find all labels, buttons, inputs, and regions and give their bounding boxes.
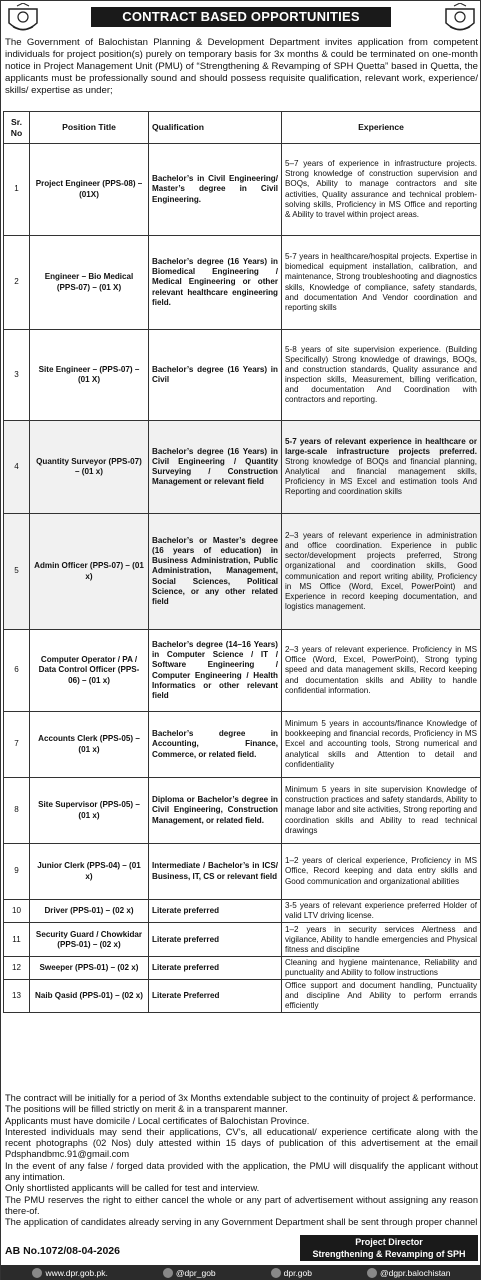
row-qualification: Bachelor’s or Master’s degree (16 years of education) in Business Administration, Public Administration, Management, Social Sciences, Political Science, or any other related field xyxy=(149,514,282,630)
term-item: The contract will be initially for a period of 3x Months extendable subject to the continuity of project & performance. xyxy=(5,1093,476,1103)
row-sr: 2 xyxy=(4,236,30,330)
globe-icon xyxy=(32,1268,42,1278)
row-qualification: Bachelor’s degree (16 Years) in Civil Engineering / Quantity Surveying / Construction Management or relevant field xyxy=(149,421,282,514)
row-position: Computer Operator / PA / Data Control Officer (PPS-06) – (01 x) xyxy=(30,630,149,712)
row-qualification: Literate preferred xyxy=(149,957,282,980)
instagram-icon xyxy=(271,1268,281,1278)
row-sr: 7 xyxy=(4,712,30,778)
row-position: Admin Officer (PPS-07) – (01 x) xyxy=(30,514,149,630)
row-sr: 5 xyxy=(4,514,30,630)
term-item: Interested individuals may send their applications, CV’s, all educational/ experience certificate along with the recent photographs (02 Nos) duly attested within 15 days of publication of this advertisement at the email Pdsphandbmc.91@gmail.com xyxy=(5,1126,478,1160)
row-qualification: Bachelor’s degree (14–16 Years) in Computer Science / IT / Software Engineering / Computer Engineering / Health Informatics or other relevant field xyxy=(149,630,282,712)
row-qualification: Literate preferred xyxy=(149,900,282,923)
row-experience: 2–3 years of relevant experience in administration and office coordination. Experience in public sector/development projects preferred, Strong organizational and coordination skills, Good communication and report writing ability, Proficiency in MS Office (Word, Excel, PowerPoint) and Experience in record keeping documentation, and logistics management. xyxy=(282,514,481,630)
term-item: Applicants must have domicile / Local certificates of Balochistan Province. xyxy=(5,1115,310,1126)
row-sr: 1 xyxy=(4,144,30,236)
footer-text: @dpr_gob xyxy=(175,1268,216,1278)
row-sr: 3 xyxy=(4,330,30,421)
table-header-row xyxy=(4,112,481,144)
term-item: The positions will be filled strictly on merit & in a transparent manner. xyxy=(5,1104,288,1115)
header-experience: Experience xyxy=(282,112,481,144)
row-experience-highlight: 5-7 years of relevant experience in healthcare or large-scale infrastructure projects preferred. xyxy=(285,436,477,456)
government-emblem-icon xyxy=(440,3,480,37)
header xyxy=(1,1,481,37)
row-position: Project Engineer (PPS-08) – (01X) xyxy=(30,144,149,236)
row-experience: Cleaning and hygiene maintenance, Reliability and punctuality and Ability to follow instructions xyxy=(282,957,481,980)
header-sr-no: Sr. No xyxy=(4,112,30,144)
x-twitter-icon xyxy=(163,1268,173,1278)
row-experience: 2–3 years of relevant experience. Proficiency in MS Office (Word, Excel, PowerPoint), Strong typing speed and data management skills, Record keeping and documentation skills and Ability to handle confidential information. xyxy=(282,630,481,712)
row-qualification: Bachelor’s degree (16 Years) in Civil xyxy=(149,330,282,421)
table-row xyxy=(4,712,481,778)
row-experience-text: Strong knowledge of BOQs and financial planning, Analytical and financial management skills, Proficiency in MS Excel and estimation tools And Reporting and coordination skills xyxy=(285,456,477,497)
table-row xyxy=(4,330,481,421)
table-row xyxy=(4,957,481,980)
row-experience: 1–2 years of clerical experience, Proficiency in MS Office, Record keeping and data entry skills and Good communication and organizational abilities xyxy=(282,844,481,900)
terms-section xyxy=(5,1093,478,1229)
table-row xyxy=(4,514,481,630)
row-experience: 5-7 years in healthcare/hospital projects. Expertise in biomedical equipment installation, calibration, and maintenance, Strong troubleshooting and diagnostics skills, Knowledge of compliance, safety standards, and documentation And Vendor coordination and reporting skills xyxy=(282,236,481,330)
table-row xyxy=(4,630,481,712)
row-experience: 3-5 years of relevant experience preferred Holder of valid LTV driving license. xyxy=(282,900,481,923)
table-row xyxy=(4,144,481,236)
row-position: Engineer – Bio Medical (PPS-07) – (01 X) xyxy=(30,236,149,330)
row-experience xyxy=(282,421,481,514)
row-qualification: Intermediate / Bachelor’s in ICS/ Business, IT, CS or relevant field xyxy=(149,844,282,900)
row-position: Driver (PPS-01) – (02 x) xyxy=(30,900,149,923)
row-sr: 9 xyxy=(4,844,30,900)
table-row xyxy=(4,844,481,900)
row-position: Junior Clerk (PPS-04) – (01 x) xyxy=(30,844,149,900)
government-emblem-icon xyxy=(3,3,43,37)
row-experience: Minimum 5 years in accounts/finance Knowledge of bookkeeping and financial records, Proficiency in MS Excel and accounting tools, Strong numerical and analytical skills and Attention to detail and confidentiality xyxy=(282,712,481,778)
row-position: Accounts Clerk (PPS-05) – (01 x) xyxy=(30,712,149,778)
footer-x[interactable] xyxy=(163,1268,216,1278)
table-row xyxy=(4,980,481,1013)
row-qualification: Diploma or Bachelor’s degree in Civil Engineering, Construction Management, or related field. xyxy=(149,778,282,844)
director-title: Project Director xyxy=(355,1237,423,1247)
positions-table xyxy=(3,111,481,1013)
row-qualification: Bachelor’s in Civil Engineering/ Master’s degree in Civil Engineering. xyxy=(149,144,282,236)
project-director-box xyxy=(300,1235,478,1261)
row-qualification: Bachelor’s degree in Accounting, Finance, Commerce, or related field. xyxy=(149,712,282,778)
table-row xyxy=(4,923,481,957)
footer-website[interactable] xyxy=(32,1268,107,1278)
row-position: Security Guard / Chowkidar (PPS-01) – (02 x) xyxy=(30,923,149,957)
row-sr: 11 xyxy=(4,923,30,957)
footer-text: www.dpr.gob.pk. xyxy=(45,1268,108,1278)
footer-bar xyxy=(1,1265,481,1280)
footer-text: dpr.gob xyxy=(283,1268,312,1278)
director-project: Strengthening & Revamping of SPH xyxy=(312,1249,466,1259)
row-experience: 5-8 years of site supervision experience. (Building Specifically) Strong knowledge of drawings, BOQs, and construction standards, Quality assurance and inspection skills, Measurement, billing verification, and documentation And Coordination with contractors and reporting. xyxy=(282,330,481,421)
table-row xyxy=(4,900,481,923)
row-experience: 5–7 years of experience in infrastructure projects. Strong knowledge of construction supervision and BOQs, Ability to manage contractors and site activities, Quality assurance and technical problem-solving skills, Proficiency in MS Office and reporting & Ability to travel within project areas. xyxy=(282,144,481,236)
row-experience: Office support and document handling, Punctuality and discipline And Ability to perform errands efficiently xyxy=(282,980,481,1013)
row-qualification: Bachelor’s degree (16 Years) in Biomedical Engineering / Medical Engineering or other relevant healthcare engineering field. xyxy=(149,236,282,330)
row-sr: 8 xyxy=(4,778,30,844)
header-position-title: Position Title xyxy=(30,112,149,144)
row-position: Site Supervisor (PPS-05) – (01 x) xyxy=(30,778,149,844)
footer-facebook[interactable] xyxy=(367,1268,451,1278)
row-sr: 10 xyxy=(4,900,30,923)
footer-text: @dgpr.balochistan xyxy=(379,1268,451,1278)
term-item: Only shortlisted applicants will be called for test and interview. xyxy=(5,1183,260,1194)
row-experience: Minimum 5 years in site supervision Knowledge of construction practices and safety standards, Ability to manage labor and site activities, Strong reporting and coordination skills and Ability to read technical drawings xyxy=(282,778,481,844)
row-position: Naib Qasid (PPS-01) – (02 x) xyxy=(30,980,149,1013)
advertisement-number: AB No.1072/08-04-2026 xyxy=(5,1245,120,1257)
row-sr: 4 xyxy=(4,421,30,514)
row-position: Quantity Surveyor (PPS-07) – (01 x) xyxy=(30,421,149,514)
term-item: In the event of any false / forged data provided with the application, the PMU will disqualify the applicant without any intimation. xyxy=(5,1160,478,1183)
row-sr: 12 xyxy=(4,957,30,980)
term-item: The PMU reserves the right to either cancel the whole or any part of advertisement without assigning any reason there-of. xyxy=(5,1194,478,1216)
term-item: The application of candidates already serving in any Government Department shall be sent through proper channel xyxy=(5,1217,478,1228)
row-position: Site Engineer – (PPS-07) – (01 X) xyxy=(30,330,149,421)
row-sr: 6 xyxy=(4,630,30,712)
row-sr: 13 xyxy=(4,980,30,1013)
table-row xyxy=(4,236,481,330)
intro-paragraph: The Government of Balochistan Planning & Development Department invites application from competent individuals for project position(s) purely on temporary basis for 3x months & could be terminated on one-month notice in Project Management Unit (PMU) of “Strengthening & Revamping of SPH Quetta” based in Quetta, the applicants must be professionally sound and should possess requisite qualification, relevant work, experience/ skills/ expertise as under; xyxy=(5,37,478,97)
row-experience: 1–2 years in security services Alertness and vigilance, Ability to handle emergencies and Physical fitness and discipline xyxy=(282,923,481,957)
facebook-icon xyxy=(367,1268,377,1278)
page-title: CONTRACT BASED OPPORTUNITIES xyxy=(91,7,391,27)
row-qualification: Literate preferred xyxy=(149,923,282,957)
footer-instagram[interactable] xyxy=(271,1268,312,1278)
header-qualification: Qualification xyxy=(149,112,282,144)
table-row xyxy=(4,421,481,514)
table-row xyxy=(4,778,481,844)
row-position: Sweeper (PPS-01) – (02 x) xyxy=(30,957,149,980)
row-qualification: Literate Preferred xyxy=(149,980,282,1013)
